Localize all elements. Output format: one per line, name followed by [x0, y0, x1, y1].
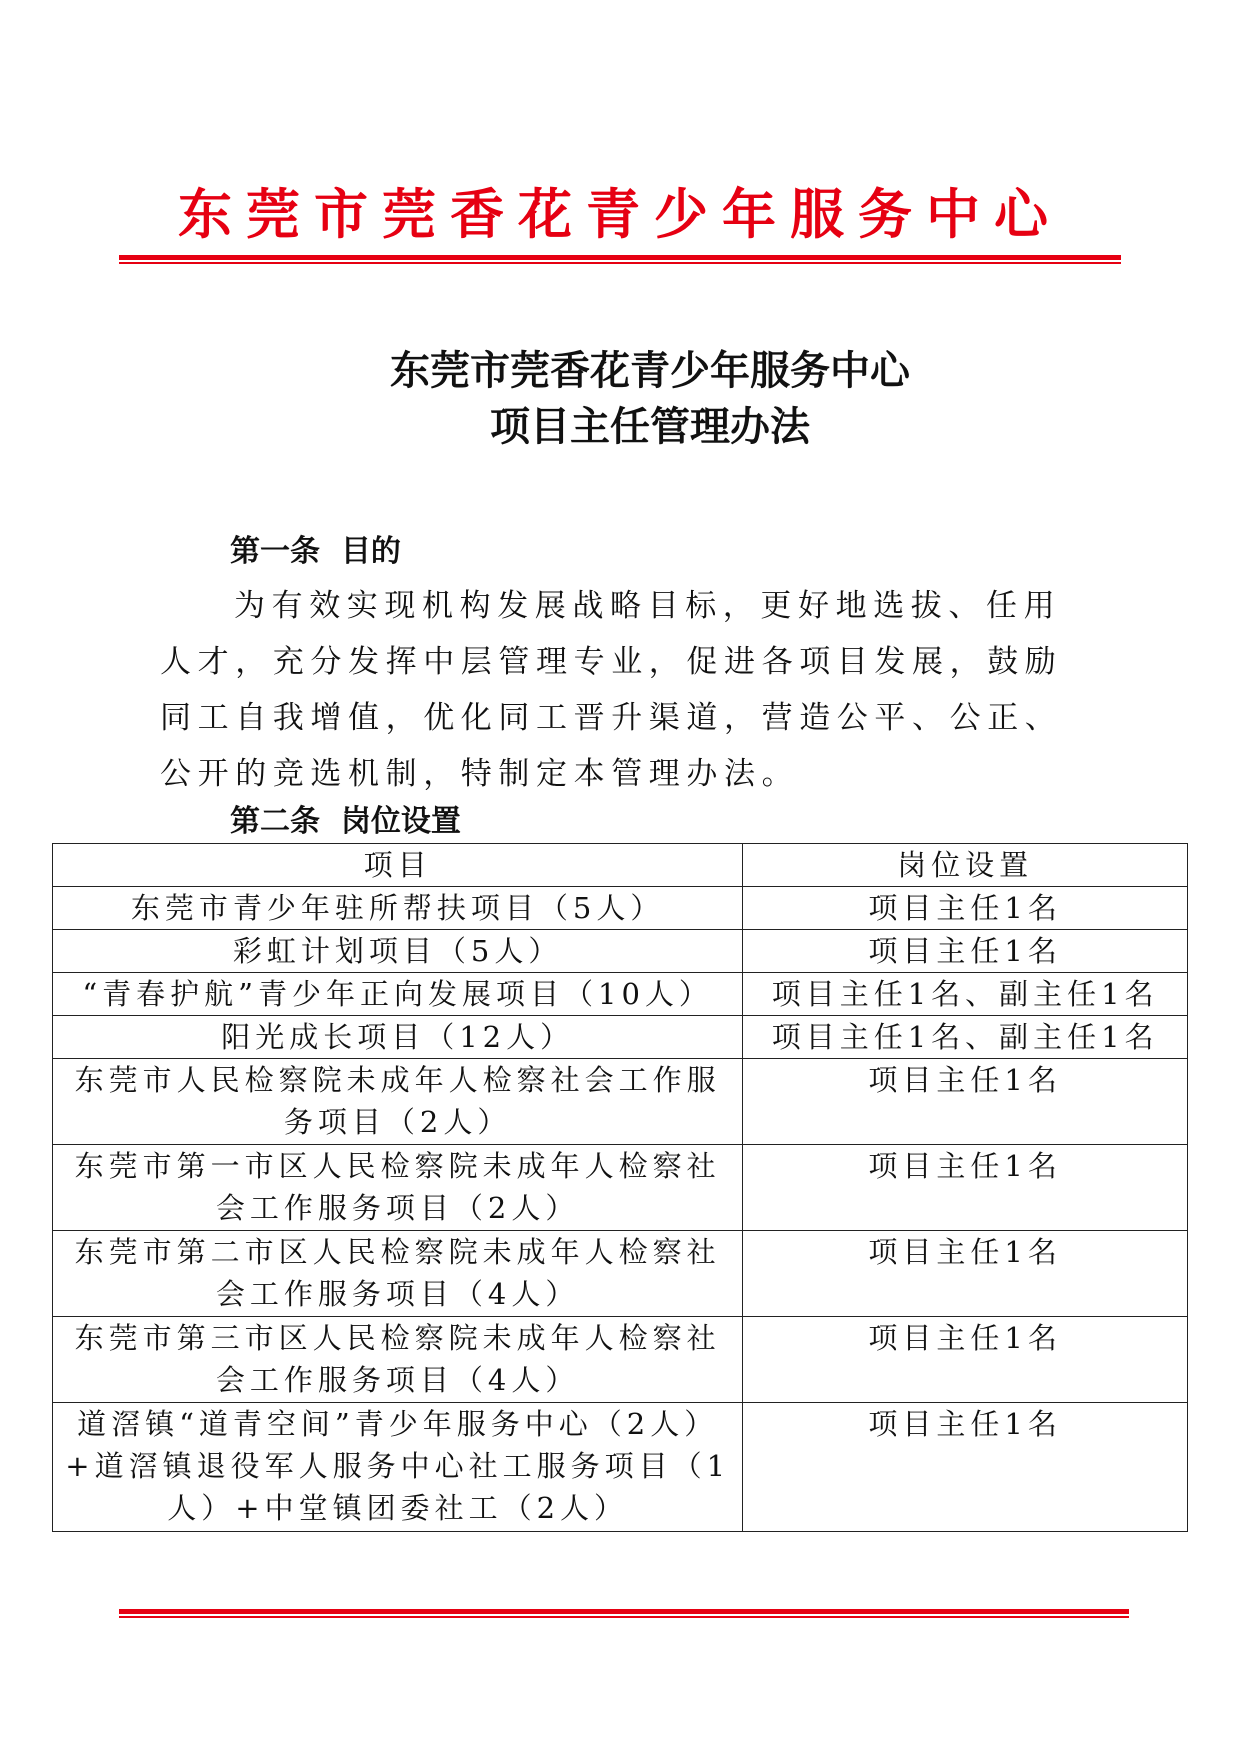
position-table [52, 843, 1188, 1532]
position-cell: 项目主任1名 [743, 930, 1188, 973]
project-cell: 东莞市第二市区人民检察院未成年人检察社会工作服务项目（4人） [53, 1231, 743, 1317]
position-cell: 项目主任1名 [743, 1317, 1188, 1403]
article1-paragraph: 为有效实现机构发展战略目标，更好地选拔、任用人才，充分发挥中层管理专业，促进各项目发展，鼓励同工自我增值，优化同工晋升渠道，营造公平、公正、公开的竞选机制，特制定本管理办法。 [160, 588, 1063, 792]
table-row [53, 1059, 1188, 1145]
position-cell: 项目主任1名、副主任1名 [743, 1016, 1188, 1059]
table-row [53, 1403, 1188, 1532]
article2-heading: 第二条 岗位设置 [230, 804, 461, 839]
document-title-line1: 东莞市莞香花青少年服务中心 [390, 347, 910, 394]
table-row [53, 1016, 1188, 1059]
project-cell: 东莞市第三市区人民检察院未成年人检察社会工作服务项目（4人） [53, 1317, 743, 1403]
position-cell: 项目主任1名 [743, 1059, 1188, 1145]
project-cell: 阳光成长项目（12人） [53, 1016, 743, 1059]
position-cell: 项目主任1名 [743, 1403, 1188, 1532]
table-header-positions: 岗位设置 [743, 844, 1188, 887]
position-cell: 项目主任1名 [743, 1231, 1188, 1317]
table-row [53, 887, 1188, 930]
project-cell: 彩虹计划项目（5人） [53, 930, 743, 973]
position-cell: 项目主任1名、副主任1名 [743, 973, 1188, 1016]
footer-red-rule-thin [119, 1616, 1129, 1618]
letterhead-red-rule [119, 255, 1121, 260]
table-row [53, 973, 1188, 1016]
footer-red-rule [119, 1609, 1129, 1614]
article1-body [160, 578, 1080, 802]
project-cell: 道滘镇“道青空间”青少年服务中心（2人）+道滘镇退役军人服务中心社工服务项目（1人）+中堂镇团委社工（2人） [53, 1403, 743, 1532]
table-header-project: 项目 [53, 844, 743, 887]
article1-heading: 第一条 目的 [230, 534, 401, 569]
project-cell: 东莞市第一市区人民检察院未成年人检察社会工作服务项目（2人） [53, 1145, 743, 1231]
table-row [53, 1317, 1188, 1403]
project-cell: 东莞市青少年驻所帮扶项目（5人） [53, 887, 743, 930]
letterhead-org-name: 东莞市莞香花青少年服务中心 [178, 182, 1062, 246]
position-cell: 项目主任1名 [743, 887, 1188, 930]
letterhead-red-rule-thin [119, 262, 1121, 264]
document-title-line2: 项目主任管理办法 [490, 403, 810, 450]
table-row [53, 1231, 1188, 1317]
project-cell: 东莞市人民检察院未成年人检察社会工作服务项目（2人） [53, 1059, 743, 1145]
position-cell: 项目主任1名 [743, 1145, 1188, 1231]
table-row [53, 930, 1188, 973]
project-cell: “青春护航”青少年正向发展项目（10人） [53, 973, 743, 1016]
table-row [53, 1145, 1188, 1231]
